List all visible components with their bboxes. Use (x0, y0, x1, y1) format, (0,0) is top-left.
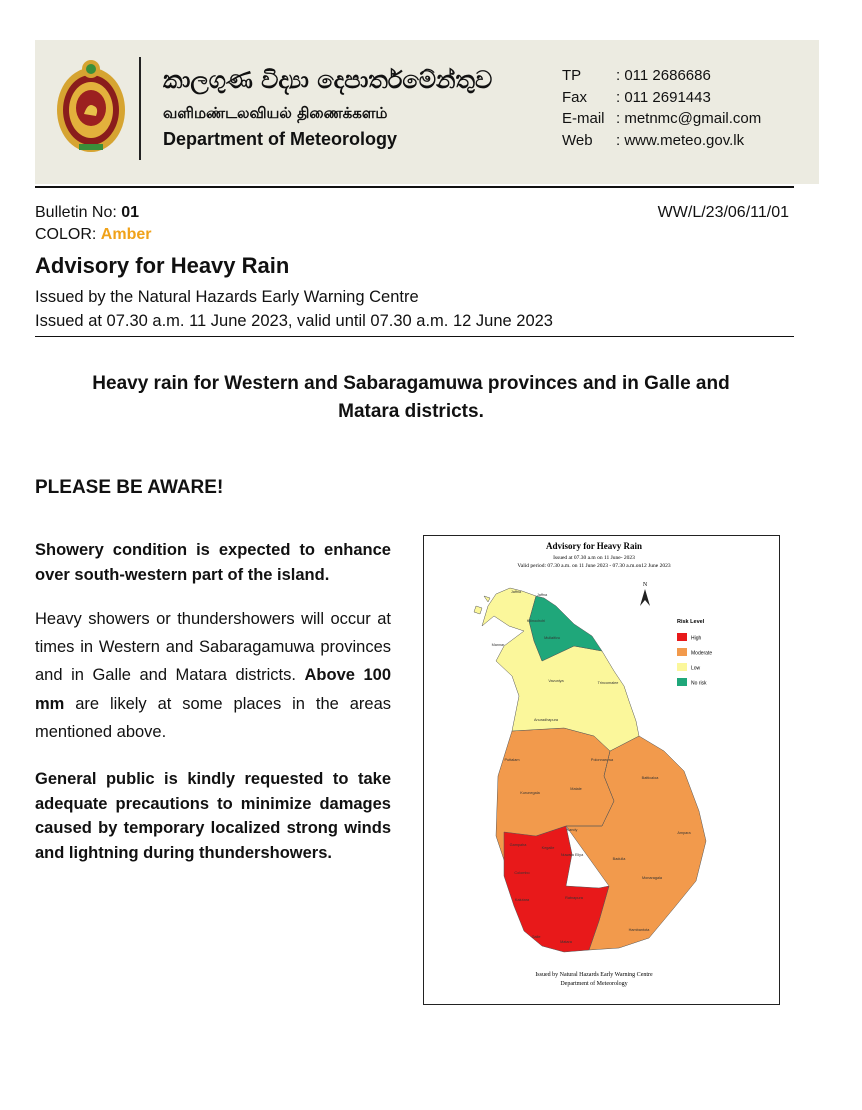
legend-swatch (677, 648, 687, 656)
district-label: Vavuniya (548, 679, 564, 683)
paragraph-details: Heavy showers or thundershowers will occur at times in Western and Sabaragamuwa provinces and in Galle and Matara districts. Above 100 mm are likely at some places in the areas mentioned above. (35, 610, 391, 741)
district-label: Galle (531, 935, 541, 939)
district-label: Puttalam (504, 758, 520, 762)
district-label: Trincomalee (597, 681, 619, 685)
district-label: Ampara (677, 831, 691, 835)
district-label: Kegalle (541, 846, 555, 850)
letterhead (35, 40, 819, 184)
contact-web: Web : www.meteo.gov.lk (562, 131, 745, 149)
issued-at: Issued at 07.30 a.m. 11 June 2023, valid until 07.30 a.m. 12 June 2023 (35, 312, 553, 330)
advisory-title: Advisory for Heavy Rain (35, 253, 290, 278)
district-label: Matale (570, 787, 582, 791)
north-arrow-icon (640, 589, 650, 606)
please-be-aware: PLEASE BE AWARE! (35, 477, 224, 498)
sri-lanka-emblem-icon (54, 58, 128, 154)
bulletin-number: Bulletin No: 01 (35, 204, 140, 221)
contact-block (562, 65, 761, 151)
org-name-sinhala: කාලගුණ විද්‍යා දෙපාර්තමේන්තුව (163, 66, 493, 94)
legend-title: Risk Level (677, 619, 705, 625)
legend-label: Moderate (691, 650, 713, 657)
top-rule (35, 186, 794, 188)
district-label: Anuradhapura (533, 718, 559, 722)
legend-label: High (691, 635, 702, 642)
district-label: Ratnapura (565, 896, 583, 900)
district-label: Hambantota (628, 928, 650, 932)
paragraph-precautions: General public is kindly requested to take adequate precautions to minimize damages caused by temporary localized strong winds and lightning during thundershowers. (35, 770, 391, 862)
legend-swatch (677, 663, 687, 671)
district-label: Matara (560, 940, 572, 944)
district-label: Kurunegala (520, 791, 540, 795)
district-label: Colombo (514, 871, 530, 875)
headline: Heavy rain for Western and Sabaragamuwa provinces and in Galle and Matara districts. (92, 373, 730, 422)
legend-swatch (677, 678, 687, 686)
org-name-english: Department of Meteorology (163, 129, 398, 149)
contact-tp: TP : 011 2686686 (562, 67, 711, 84)
north-label: N (642, 582, 648, 588)
section-rule (35, 336, 794, 337)
map-valid: Valid period: 07.30 a.m. on 11 June 2023 - 07.30 a.m.on12 June 2023 (517, 563, 671, 569)
district-label: Polonnaruwa (590, 758, 614, 762)
map-footer-1: Issued by Natural Hazards Early Warning Centre (535, 972, 653, 978)
issued-by: Issued by the Natural Hazards Early Warning Centre (35, 288, 419, 306)
district-label: Jaffna (536, 593, 548, 597)
district-label: Kandy (566, 828, 578, 832)
issue-info (35, 285, 553, 333)
map-issued: Issued at 07.30 a.m on 11 June- 2023 (553, 555, 635, 561)
paragraph-conditions: Showery condition is expected to enhance over south-western part of the island. (35, 541, 391, 584)
risk-map-svg (424, 536, 779, 1004)
bulletin-meta (35, 202, 151, 246)
header-divider (139, 57, 141, 160)
risk-map (423, 535, 780, 1005)
map-footer-2: Department of Meteorology (560, 981, 628, 987)
bulletin-color: COLOR: Amber (35, 226, 152, 243)
contact-email: E-mail : metnmc@gmail.com (562, 110, 762, 128)
district-label: Kilinochchi (526, 619, 546, 623)
contact-fax: Fax : 011 2691443 (562, 88, 711, 106)
legend (677, 633, 712, 687)
bulletin-reference: WW/L/23/06/11/01 (657, 204, 789, 221)
district-label: Nuwara Eliya (560, 853, 584, 857)
district-label: Mannar (491, 643, 505, 647)
district-label: Batticaloa (641, 776, 659, 780)
district-label: Monaragala (641, 876, 663, 880)
legend-swatch (677, 633, 687, 641)
district-label: Kalutara (514, 898, 530, 902)
district-label: Mullaitivu (544, 636, 560, 640)
map-title: Advisory for Heavy Rain (545, 541, 643, 551)
district-label: Badulla (612, 857, 626, 861)
legend-label: Low (691, 665, 701, 672)
district-label: Jaffna (510, 590, 522, 594)
org-name-tamil: வளிமண்டலவியல் திணைக்களம் (163, 104, 388, 122)
legend-label: No risk (691, 680, 707, 687)
district-label: Gampaha (509, 843, 527, 847)
